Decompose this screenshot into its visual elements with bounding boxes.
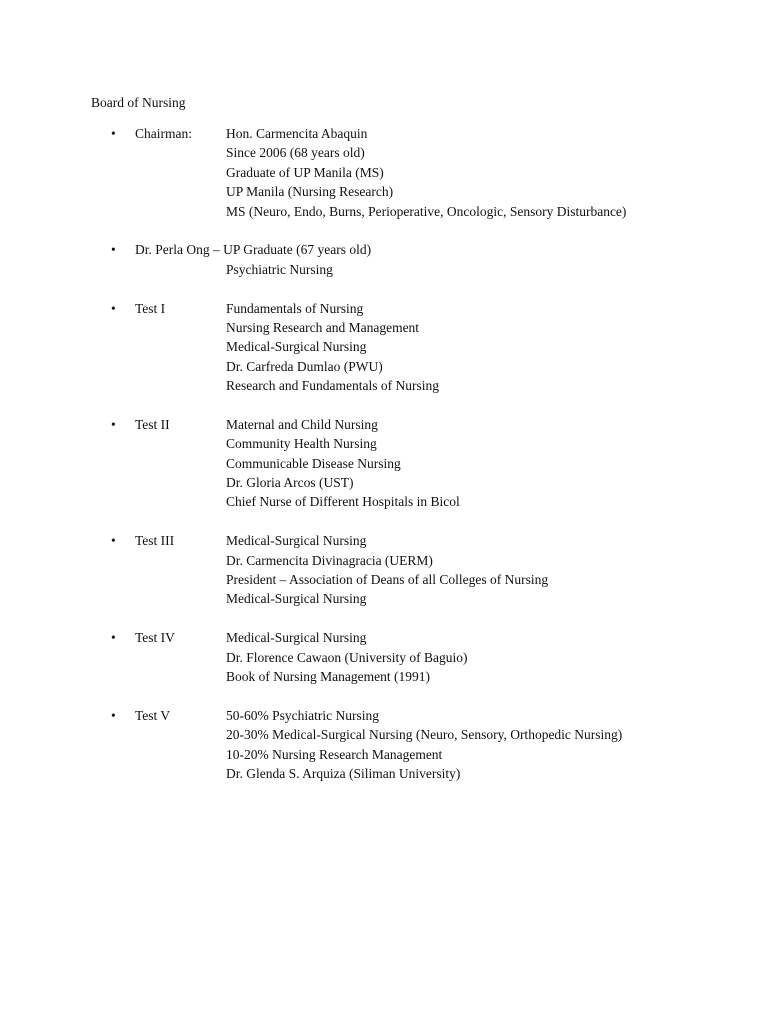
detail-line: Dr. Carmencita Divinagracia (UERM) xyxy=(226,552,433,568)
detail-line: Dr. Carfreda Dumlao (PWU) xyxy=(226,358,383,374)
detail-line: 10-20% Nursing Research Management xyxy=(226,746,443,762)
list-item-test-1 xyxy=(0,299,768,396)
detail-line: Community Health Nursing xyxy=(226,436,377,452)
detail-line: Nursing Research and Management xyxy=(226,319,420,335)
detail-line: Medical-Surgical Nursing xyxy=(226,591,367,607)
bullet-icon: • xyxy=(111,300,116,316)
detail-line: Book of Nursing Management (1991) xyxy=(226,668,430,684)
detail-line: Hon. Carmencita Abaquin xyxy=(226,126,368,141)
item-details xyxy=(226,628,768,686)
detail-line: Psychiatric Nursing xyxy=(226,261,333,277)
detail-line: Chief Nurse of Different Hospitals in Bicol xyxy=(226,494,460,510)
detail-line: Since 2006 (68 years old) xyxy=(226,145,365,161)
bullet-icon: • xyxy=(111,416,116,432)
detail-line: 20-30% Medical-Surgical Nursing (Neuro, Sensory, Orthopedic Nursing) xyxy=(226,727,623,743)
item-details xyxy=(226,531,768,609)
list-item-test-4 xyxy=(0,628,768,686)
list-item-perla-ong xyxy=(0,240,768,279)
detail-line: 50-60% Psychiatric Nursing xyxy=(226,707,379,723)
item-label: Test III xyxy=(135,533,175,549)
item-details xyxy=(226,124,768,221)
list-item-chairman xyxy=(0,124,768,221)
detail-line: Research and Fundamentals of Nursing xyxy=(226,378,439,394)
detail-line: Medical-Surgical Nursing xyxy=(226,533,367,549)
bullet-icon: • xyxy=(111,242,116,258)
item-label: Test II xyxy=(135,416,170,432)
detail-line: Dr. Glenda S. Arquiza (Siliman University) xyxy=(226,765,461,781)
item-label: Chairman: xyxy=(135,126,192,141)
bullet-icon: • xyxy=(111,630,116,646)
detail-line: Graduate of UP Manila (MS) xyxy=(226,164,384,180)
page-title: Board of Nursing xyxy=(91,95,186,110)
detail-line: MS (Neuro, Endo, Burns, Perioperative, Oncologic, Sensory Disturbance) xyxy=(226,203,627,219)
detail-line: Dr. Florence Cawaon (University of Baguio) xyxy=(226,649,468,665)
item-details xyxy=(226,299,768,396)
detail-line: Fundamentals of Nursing xyxy=(226,300,364,316)
detail-line: UP Manila (Nursing Research) xyxy=(226,184,394,200)
item-label: Test V xyxy=(135,707,171,723)
bullet-icon: • xyxy=(111,126,116,141)
item-label: Test I xyxy=(135,300,166,316)
item-details xyxy=(226,260,768,279)
list-item-test-3 xyxy=(0,531,768,609)
bullet-icon: • xyxy=(111,707,116,723)
item-details xyxy=(226,415,768,512)
item-label: Dr. Perla Ong – UP Graduate (67 years old) xyxy=(135,242,372,258)
list-item-test-2 xyxy=(0,415,768,512)
bullet-icon: • xyxy=(111,533,116,549)
detail-line: President – Association of Deans of all Colleges of Nursing xyxy=(226,572,549,587)
detail-line: Maternal and Child Nursing xyxy=(226,416,378,432)
detail-line: Medical-Surgical Nursing xyxy=(226,339,367,355)
detail-line: Communicable Disease Nursing xyxy=(226,455,401,471)
detail-line: Dr. Gloria Arcos (UST) xyxy=(226,475,354,491)
detail-line: Medical-Surgical Nursing xyxy=(226,630,367,646)
item-details xyxy=(226,706,768,784)
bullet-list xyxy=(0,124,768,803)
item-label: Test IV xyxy=(135,630,175,646)
list-item-test-5 xyxy=(0,706,768,784)
